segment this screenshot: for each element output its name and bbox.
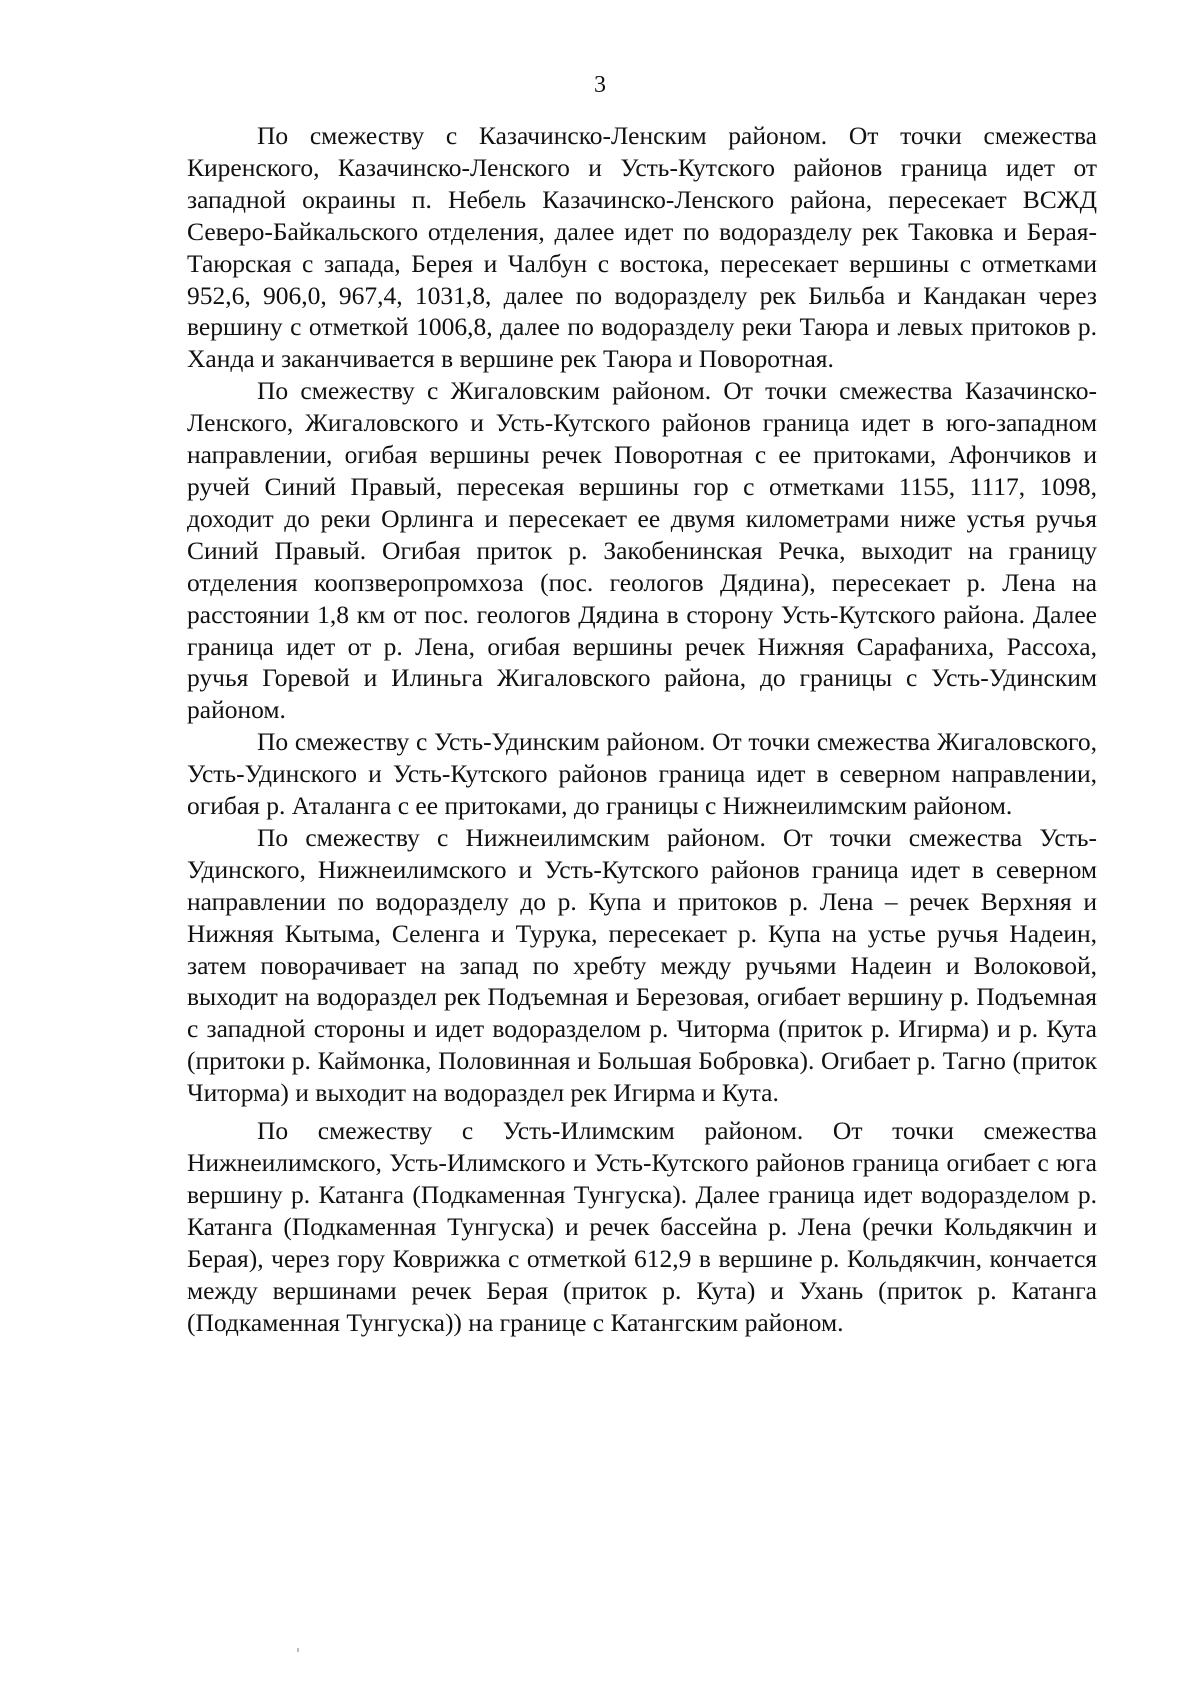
document-body (187, 120, 1097, 1338)
paragraph-kazachinsko-lensky: По смежеству с Казачинско-Ленским районом. От точки смежества Киренского, Казачинско-Ленского и Усть-Кутского районов граница идет от западной окраины п. Небель Казачинско-Ленского района, пересекает ВСЖД Северо-Байкальского отделения, далее идет по водоразделу рек Таковка и Берая-Таюрская с запада, Берея и Чалбун с востока, пересекает вершины с отметками 952,6, 906,0, 967,4, 1031,8, далее по водоразделу рек Бильба и Кандакан через вершину с отметкой 1006,8, далее по водоразделу реки Таюра и левых притоков р. Ханда и заканчивается в вершине рек Таюра и Поворотная. (187, 121, 1097, 374)
paragraph-zhigalovsky: По смежеству с Жигаловским районом. От точки смежества Казачинско-Ленского, Жигаловского и Усть-Кутского районов граница идет в юго-западном направлении, огибая вершины речек Поворотная с ее притоками, Афончиков и ручей Синий Правый, пересекая вершины гор с отметками 1155, 1117, 1098, доходит до реки Орлинга и пересекает ее двумя километрами ниже устья ручья Синий Правый. Огибая приток р. Закобенинская Речка, выходит на границу отделения коопзверопромхоза (пос. геологов Дядина), пересекает р. Лена на расстоянии 1,8 км от пос. геологов Дядина в сторону Усть-Кутского района. Далее граница идет от р. Лена, огибая вершины речек Нижняя Сарафаниха, Рассоха, ручья Горевой и Илиньга Жигаловского района, до границы с Усть-Удинским районом. (187, 376, 1097, 725)
scan-speck (297, 1648, 299, 1652)
paragraph-nizhneilimsky: По смежеству с Нижнеилимским районом. От точки смежества Усть-Удинского, Нижнеилимского и Усть-Кутского районов граница идет в северном направлении по водоразделу до р. Купа и притоков р. Лена – речек Верхняя и Нижняя Кытыма, Селенга и Турука, пересекает р. Купа на устье ручья Надеин, затем поворачивает на запад по хребту между ручьями Надеин и Волоковой, выходит на водораздел рек Подъемная и Березовая, огибает вершину р. Подъемная с западной стороны и идет водоразделом р. Читорма (приток р. Игирма) и р. Кута (притоки р. Каймонка, Половинная и Большая Бобровка). Огибает р. Тагно (приток Читорма) и выходит на водораздел рек Игирма и Кута. (187, 822, 1097, 1108)
page-number: 3 (594, 72, 606, 98)
paragraph-ust-udinsky: По смежеству с Усть-Удинским районом. От точки смежества Жигаловского, Усть-Удинского и Усть-Кутского районов граница идет в северном направлении, огибая р. Аталанга с ее притоками, до границы с Нижнеилимским районом. (187, 727, 1097, 821)
paragraph-ust-ilimsky: По смежеству с Усть-Илимским районом. От точки смежества Нижнеилимского, Усть-Илимского и Усть-Кутского районов граница огибает с юга вершину р. Катанга (Подкаменная Тунгуска). Далее граница идет водоразделом р. Катанга (Подкаменная Тунгуска) и речек бассейна р. Лена (речки Кольдякчин и Берая), через гору Коврижка с отметкой 612,9 в вершине р. Кольдякчин, кончается между вершинами речек Берая (приток р. Кута) и Ухань (приток р. Катанга (Подкаменная Тунгуска)) на границе с Катангским районом. (187, 1116, 1097, 1337)
